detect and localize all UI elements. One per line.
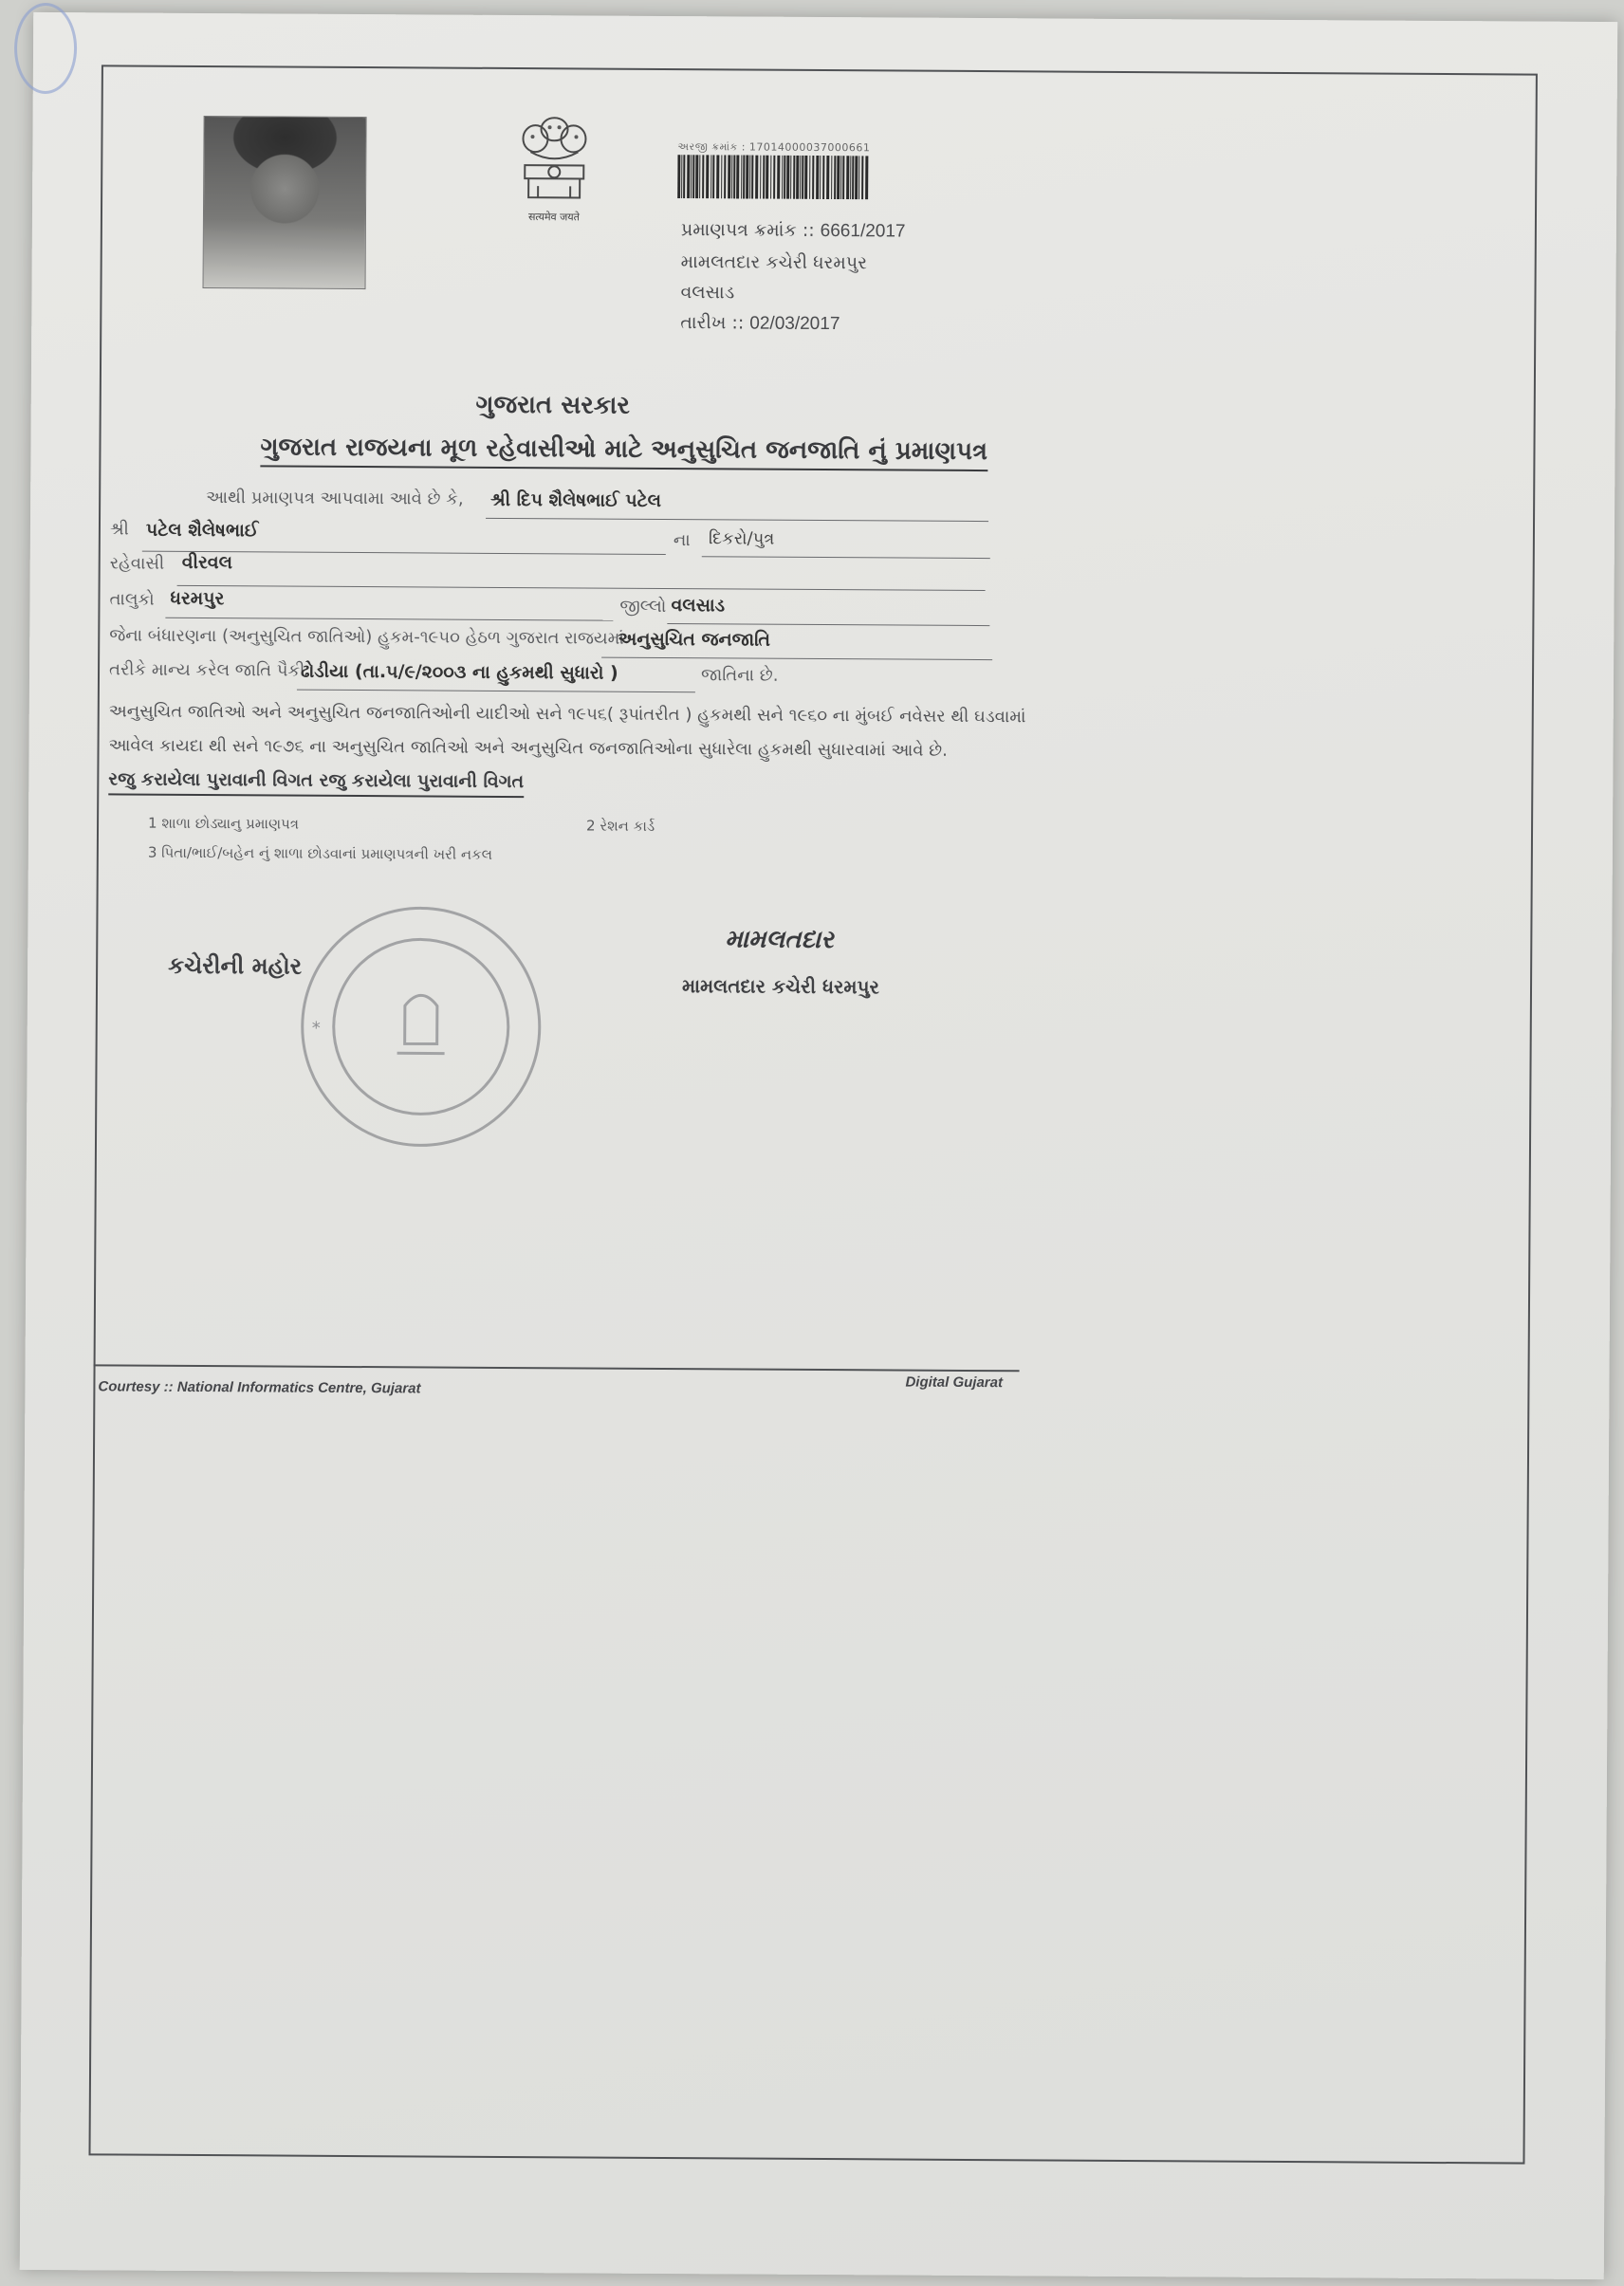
- barcode-bar: [822, 156, 824, 199]
- barcode-bar: [716, 155, 719, 198]
- barcode-bar: [706, 155, 709, 198]
- relation-value: દિકરો/પુત્ર: [708, 528, 775, 549]
- barcode-bar: [855, 156, 858, 199]
- barcode-bar: [777, 156, 780, 199]
- barcode-bar: [710, 155, 711, 198]
- barcode-bar: [804, 156, 807, 199]
- issue-date-line: [680, 312, 840, 335]
- district-label: જીલ્લો: [619, 596, 667, 618]
- evidence-item: 1 શાળા છોડ્યાનુ પ્રમાણપત્ર: [148, 814, 300, 833]
- certificate-number-label: પ્રમાણપત્ર ક્રમાંક ::: [680, 219, 815, 241]
- barcode-bar: [731, 155, 732, 198]
- barcode-bar: [702, 155, 704, 198]
- barcode-bar: [683, 155, 685, 198]
- caste-value: ઢોડીયા (તા.૫/૯/૨૦૦૩ ના હુકમથી સુધારો ): [300, 660, 618, 684]
- barcode-bar: [749, 156, 750, 199]
- legal-paragraph-line-1: અનુસુચિત જાતિઓ અને અનુસુચિત જનજાતિઓની યાદીઓ સને ૧૯૫૬( રૂપાંતરીત ) હુકમથી સને ૧૯૬૦ ના મુંબઈ નવેસર થી ઘડવામાં: [108, 701, 1026, 728]
- barcode-bar: [766, 156, 768, 199]
- barcode-bar: [793, 156, 795, 199]
- barcode-bar: [770, 156, 771, 199]
- category-value: અનુસુચિત જનજાતિ: [618, 628, 771, 651]
- barcode-bar: [802, 156, 803, 199]
- taluka-label: તાલુકો: [109, 589, 155, 610]
- signing-office: મામલતદાર કચેરી ધરમપુર: [681, 974, 879, 999]
- barcode-bar: [736, 155, 739, 198]
- certificate-title: ગુજરાત રાજયના મૂળ રહેવાસીઓ માટે અનુસુચિત જનજાતિ નું પ્રમાણપત્ર: [260, 433, 987, 471]
- barcode-bar: [724, 155, 726, 198]
- certificate-number-line: [681, 219, 906, 242]
- issuing-office: મામલતદાર કચેરી ધરમપુર: [680, 251, 868, 274]
- barcode-bar: [790, 156, 791, 199]
- barcode-bar: [809, 156, 810, 199]
- district-value: વલસાડ: [671, 595, 726, 617]
- relation-label: ના: [673, 530, 691, 551]
- barcode: [677, 155, 872, 199]
- caste-suffix: જાતિના છે.: [700, 665, 779, 686]
- order-label: જેના બંધારણના (અનુસુચિત જાતિઓ) હુકમ-૧૯૫૦ હેઠળ ગુજરાત રાજયમાં: [109, 625, 624, 649]
- barcode-bar: [834, 156, 836, 199]
- footer-brand: Digital Gujarat: [905, 1373, 1004, 1392]
- evidence-item: 3 પિતા/ભાઈ/બહેન નું શાળા છોડવાનાં પ્રમાણપત્રની ખરી નકલ: [147, 843, 493, 863]
- barcode-bar: [728, 155, 730, 198]
- barcode-bar: [816, 156, 819, 199]
- resident-label: રહેવાસી: [109, 553, 165, 574]
- barcode-bar: [852, 156, 854, 199]
- barcode-bar: [850, 156, 851, 199]
- certificate-number: 6661/2017: [820, 220, 906, 242]
- barcode-bar: [733, 155, 735, 198]
- barcode-bar: [840, 156, 841, 199]
- evidence-item: 2 રેશન કાર્ડ: [586, 817, 655, 835]
- barcode-bar: [677, 155, 680, 198]
- barcode-bar: [782, 156, 783, 199]
- father-prefix: શ્રી: [109, 519, 129, 540]
- barcode-bar: [743, 155, 745, 198]
- barcode-bar: [681, 155, 682, 198]
- barcode-bar: [691, 155, 692, 198]
- corner-stamp-mark: [14, 3, 78, 94]
- barcode-bar: [865, 156, 868, 199]
- barcode-bar: [831, 156, 832, 199]
- issue-date: 02/03/2017: [749, 313, 840, 335]
- barcode-bar: [846, 156, 849, 199]
- barcode-bar: [786, 156, 789, 199]
- barcode-bar: [712, 155, 714, 198]
- application-number: અરજી ક્રમાંક : 17014000037000661: [677, 140, 871, 155]
- barcode-bar: [796, 156, 799, 199]
- barcode-bar: [755, 156, 758, 199]
- footer-courtesy: Courtesy :: National Informatics Centre, Gujarat: [98, 1378, 421, 1397]
- resident-value: વીરવલ: [181, 551, 233, 574]
- emblem-motto: सत्यमेव जयते: [527, 211, 581, 224]
- holder-name: શ્રી દિપ શૈલેષભાઈ પટેલ: [490, 489, 662, 511]
- barcode-bar: [721, 155, 722, 198]
- barcode-bar: [800, 156, 801, 199]
- taluka-value: ધરમપુર: [170, 587, 225, 610]
- government-title: ગુજરાત સરકાર: [475, 390, 631, 420]
- barcode-bar: [687, 155, 690, 198]
- barcode-bar: [741, 155, 742, 198]
- barcode-bar: [784, 156, 785, 199]
- barcode-bar: [699, 155, 700, 198]
- barcode-bar: [773, 156, 775, 199]
- barcode-bar: [760, 156, 761, 199]
- office-seal-stamp: [292, 901, 550, 1154]
- barcode-bar: [842, 156, 844, 199]
- barcode-bar: [695, 155, 698, 198]
- barcode-bar: [746, 156, 748, 199]
- barcode-bar: [861, 156, 863, 199]
- issue-date-label: તારીખ ::: [680, 312, 745, 334]
- office-seal-label: કચેરીની મહોર: [168, 951, 303, 980]
- barcode-bar: [692, 155, 694, 198]
- holder-photo: [203, 116, 367, 289]
- evidence-heading: રજુ કરાયેલા પુરાવાની વિગત રજુ કરાયેલા પુરાવાની વિગત: [108, 768, 524, 798]
- father-name: પટેલ શૈલેષભાઈ: [145, 519, 259, 542]
- certificate-paper: [20, 12, 1618, 2279]
- barcode-bar: [837, 156, 840, 199]
- national-emblem-icon: [511, 110, 598, 215]
- barcode-bar: [812, 156, 814, 199]
- issuing-district: વલસાડ: [680, 282, 735, 304]
- caste-label: તરીકે માન્ય કરેલ જાતિ પૈકી: [108, 659, 305, 681]
- barcode-bar: [858, 156, 859, 199]
- intro-label: આથી પ્રમાણપત્ર આપવામા આવે છે કે,: [206, 488, 464, 509]
- barcode-bar: [751, 156, 753, 199]
- officer-signature: મામલતદાર: [725, 925, 834, 955]
- svg-text:*: *: [311, 1018, 321, 1039]
- barcode-bar: [826, 156, 829, 199]
- barcode-bar: [820, 156, 821, 199]
- barcode-bar: [763, 156, 765, 199]
- legal-paragraph-line-2: આવેલ કાયદા થી સને ૧૯૭૬ ના અનુસુચિત જાતિઓ અને અનુસુચિત જનજાતિઓના સુધારેલા હુકમથી સુધારવામાં આવે છે.: [108, 735, 948, 761]
